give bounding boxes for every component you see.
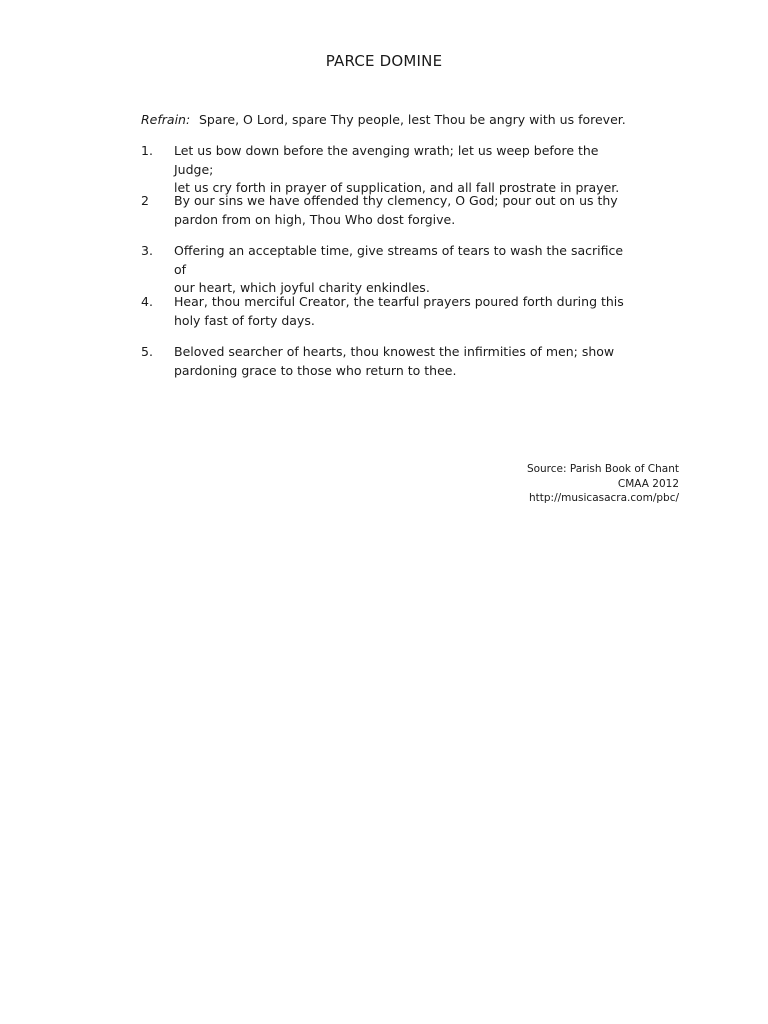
source-line: Source: Parish Book of Chant (526, 463, 679, 475)
source-publisher: CMAA 2012 (617, 477, 679, 490)
verse-number: 1. (141, 143, 153, 158)
verse-1 (141, 142, 641, 198)
verse-line: let us cry forth in prayer of supplication, and all fall prostrate in prayer. (174, 180, 620, 195)
verse-5 (141, 343, 641, 380)
verse-line: pardon from on high, Thou Who dost forgive. (174, 211, 456, 227)
verse-line: Hear, thou merciful Creator, the tearful prayers poured forth during this (174, 294, 624, 309)
page-title: PARCE DOMINE (325, 52, 443, 70)
verse-2 (141, 192, 641, 229)
refrain (141, 111, 641, 129)
verse-line: Offering an acceptable time, give streams of tears to wash the sacrifice of (174, 243, 624, 277)
verse-number: 4. (141, 294, 153, 309)
verse-number: 5. (141, 344, 153, 359)
verse-line: our heart, which joyful charity enkindles. (174, 280, 430, 295)
source-url: http://musicasacra.com/pbc/ (528, 492, 679, 504)
refrain-text: Spare, O Lord, spare Thy people, lest Thou be angry with us forever. (198, 112, 626, 127)
verse-line: By our sins we have offended thy clemency, O God; pour out on us thy (174, 193, 618, 208)
verse-text (174, 293, 634, 330)
verse-4 (141, 293, 641, 330)
verse-line: Let us bow down before the avenging wrath; let us weep before the Judge; (174, 143, 599, 177)
verse-text (174, 242, 634, 298)
verse-text (174, 192, 634, 229)
source-citation (527, 462, 679, 506)
verse-line: pardoning grace to those who return to thee. (174, 362, 457, 378)
verse-text (174, 142, 634, 198)
verse-number: 3. (141, 243, 153, 258)
verse-line: Beloved searcher of hearts, thou knowest the infirmities of men; show (174, 344, 615, 359)
verse-number: 2 (141, 193, 149, 208)
refrain-label: Refrain: (141, 112, 191, 127)
verse-line: holy fast of forty days. (174, 312, 315, 328)
verse-3 (141, 242, 641, 298)
verse-text (174, 343, 634, 380)
